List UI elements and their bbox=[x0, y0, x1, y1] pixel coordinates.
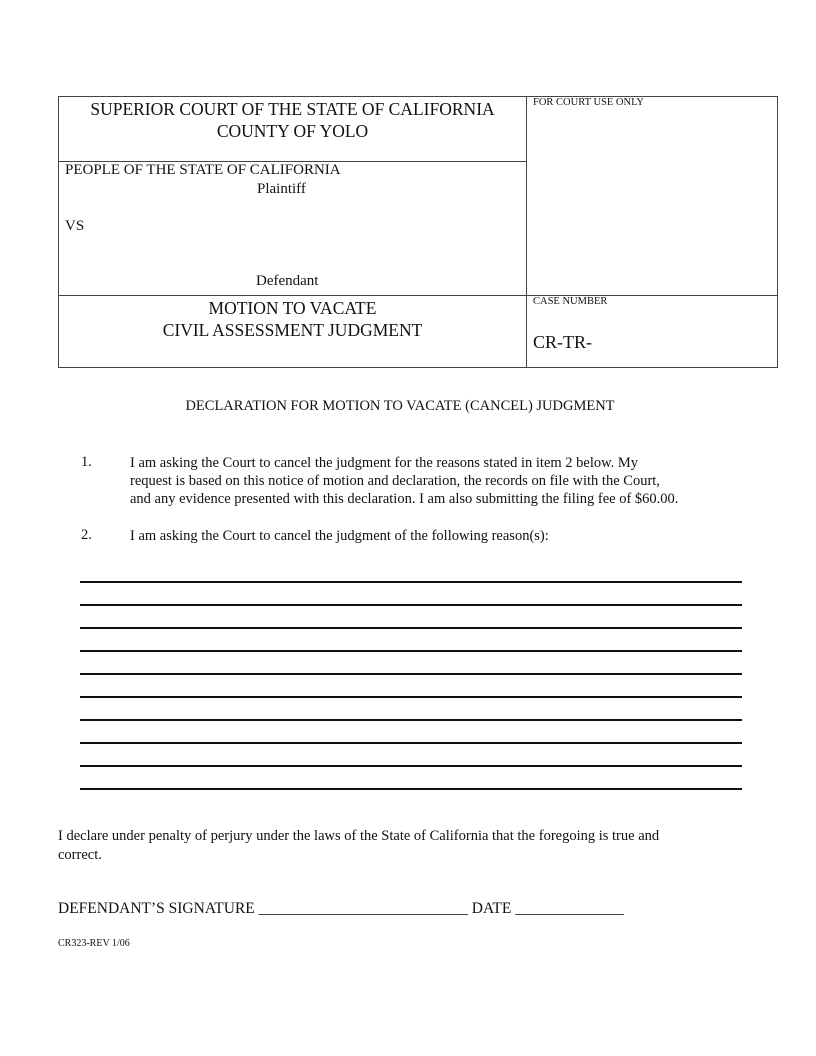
case-number-label: CASE NUMBER bbox=[533, 296, 608, 307]
plaintiff-name: PEOPLE OF THE STATE OF CALIFORNIA bbox=[65, 162, 341, 178]
perjury-statement bbox=[58, 827, 738, 865]
perjury-line1: I declare under penalty of perjury under the laws of the State of California that the foregoing is true and bbox=[58, 828, 660, 844]
item-2-text: I am asking the Court to cancel the judgment of the following reason(s): bbox=[130, 528, 549, 544]
reason-line[interactable] bbox=[80, 627, 742, 629]
reason-line[interactable] bbox=[80, 788, 742, 790]
signature-label: DEFENDANT’S SIGNATURE bbox=[58, 900, 255, 917]
court-use-only-label: FOR COURT USE ONLY bbox=[533, 97, 645, 108]
court-name bbox=[59, 98, 526, 142]
motion-title bbox=[59, 297, 526, 341]
defendant-label: Defendant bbox=[256, 273, 319, 289]
perjury-line2: correct. bbox=[58, 847, 102, 863]
reason-line[interactable] bbox=[80, 604, 742, 606]
item-1-line2: request is based on this notice of motion and declaration, the records on file with the Court, bbox=[130, 473, 660, 489]
court-name-line2: COUNTY OF YOLO bbox=[216, 121, 369, 141]
reason-line[interactable] bbox=[80, 719, 742, 721]
reason-line[interactable] bbox=[80, 696, 742, 698]
reason-line[interactable] bbox=[80, 742, 742, 744]
item-1-line1: I am asking the Court to cancel the judgment for the reasons stated in item 2 below. My bbox=[130, 455, 639, 471]
motion-title-line2: CIVIL ASSESSMENT JUDGMENT bbox=[162, 320, 423, 340]
item-1-number: 1. bbox=[81, 454, 92, 470]
declaration-title: DECLARATION FOR MOTION TO VACATE (CANCEL) JUDGMENT bbox=[185, 398, 615, 414]
reason-line[interactable] bbox=[80, 581, 742, 583]
date-label: DATE bbox=[471, 900, 512, 917]
reason-line[interactable] bbox=[80, 650, 742, 652]
date-field[interactable]: ______________ bbox=[515, 900, 624, 917]
form-id: CR323-REV 1/06 bbox=[58, 938, 130, 949]
case-number-value[interactable]: CR-TR- bbox=[533, 332, 593, 352]
item-1-text bbox=[130, 454, 760, 508]
motion-title-line1: MOTION TO VACATE bbox=[208, 298, 377, 318]
court-name-line1: SUPERIOR COURT OF THE STATE OF CALIFORNIA bbox=[90, 99, 495, 119]
reason-line[interactable] bbox=[80, 765, 742, 767]
item-2-number: 2. bbox=[81, 527, 92, 543]
reason-line[interactable] bbox=[80, 673, 742, 675]
plaintiff-label: Plaintiff bbox=[257, 181, 306, 197]
item-1-line3: and any evidence presented with this declaration. I am also submitting the filing fee of $60.00. bbox=[130, 491, 679, 507]
vs-label: VS bbox=[65, 218, 85, 234]
signature-field[interactable]: ___________________________ bbox=[258, 900, 468, 917]
signature-row bbox=[58, 900, 624, 918]
